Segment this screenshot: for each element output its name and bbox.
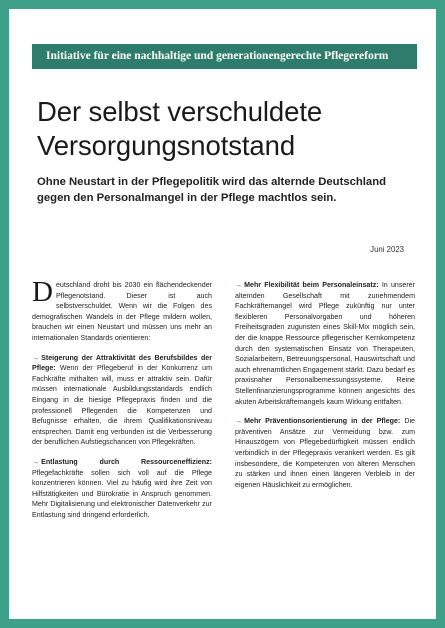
section-text: Wenn der Pflegeberuf in der Konkurrenz um Fachkräfte mithalten will, muss er attraktiv sein. Dafür müssen internationale Ausbildungsstandards endlich Eingang in die hiesige Pflegepraxis finden und die professionell Pflegenden die Kompetenzen und Befugnisse erhalten, die ihrem Qualifikationsniveau entsprechen. Damit eng verbunden ist die Verbesserung der beruflichen Aufstiegschancen von Pflegekräften. xyxy=(32,364,212,447)
arrow-icon: → xyxy=(32,457,40,466)
section-lead: Entlastung durch Ressourceneffizienz: xyxy=(41,457,212,466)
section-lead: Mehr Präventionsorientierung in der Pflege: xyxy=(244,417,401,426)
document-page xyxy=(9,9,436,619)
publication-date: Juni 2023 xyxy=(370,245,404,254)
arrow-icon: → xyxy=(235,281,243,289)
section-entlastung xyxy=(32,457,212,521)
section-attraktivitaet xyxy=(32,353,212,448)
section-praevention xyxy=(235,416,415,490)
right-column xyxy=(235,280,415,499)
intro-text: eutschland droht bis 2030 ein flächendeckender Pflegenotstand. Dieser ist auch selbstverschuldet. Wenn wir die Folgen des demografischen Wandels in der Pflege mildern wollen, brauchen wir einen Neustart und müssen uns mehr an internationalen Standards orientieren: xyxy=(32,281,212,342)
section-lead: Steigerung der Attraktivität des Berufsbildes der Pflege: xyxy=(32,353,212,373)
section-text: Pflegefachkräfte sollen sich voll auf die Pflege konzentrieren können. Viel zu häufig wird ihre Zeit von Hilfstätigkeiten und Bürokratie in Anspruch genommen. Mehr Digitalisierung und elektronischer Datenverkehr zur Entlastung sind dringend erforderlich. xyxy=(32,468,212,519)
section-text: In unserer alternden Gesellschaft mit zunehmendem Fachkräftemangel wird Pflege zukünftig nur unter flexibleren Personalvorgaben und höheren Freiheitsgraden zugunsten eines Skill-Mix möglich sein, der die knappe Ressource pflegerischer Kernkompetenz durch den systematischen Einsatz von Therapeuten, Sozialarbeitern, Betreuungspersonal, Hauswirtschaft und auch ehrenamtlichen Engagement stärkt. Dazu bedarf es praxisnaher Personalbemessungssysteme. Reine Stellenfinanzierungsprogramme können angesichts des akuten Arbeitskräftemangels kaum Wirkung entfalten. xyxy=(235,281,415,406)
subtitle: Ohne Neustart in der Pflegepolitik wird das alternde Deutschland gegen den Personalmangel in der Pflege machtlos sein. xyxy=(37,176,387,204)
initiative-banner: Initiative für eine nachhaltige und generationengerechte Pflegereform xyxy=(32,44,417,69)
arrow-icon: → xyxy=(32,353,40,362)
section-text: Die präventiven Ansätze zur Vermeidung bzw. zum Hinauszögern von Pflegebedürftigkeit müssen endlich verbindlich in der Pflegepraxis verankert werden. Es gilt insbesondere, die Kompetenzen von älteren Menschen zu stärken und ihnen einen längeren Verbleib in der eigenen Häuslichkeit zu ermöglichen. xyxy=(235,417,415,489)
page-title: Der selbst verschuldete Versorgungsnotstand xyxy=(37,96,323,161)
left-column xyxy=(32,276,212,529)
arrow-icon: → xyxy=(235,417,243,426)
drop-cap: D xyxy=(32,276,53,308)
intro-paragraph xyxy=(32,276,212,344)
section-lead: Mehr Flexibilität beim Personaleinsatz: xyxy=(244,281,379,289)
section-flexibilitaet xyxy=(235,280,415,407)
